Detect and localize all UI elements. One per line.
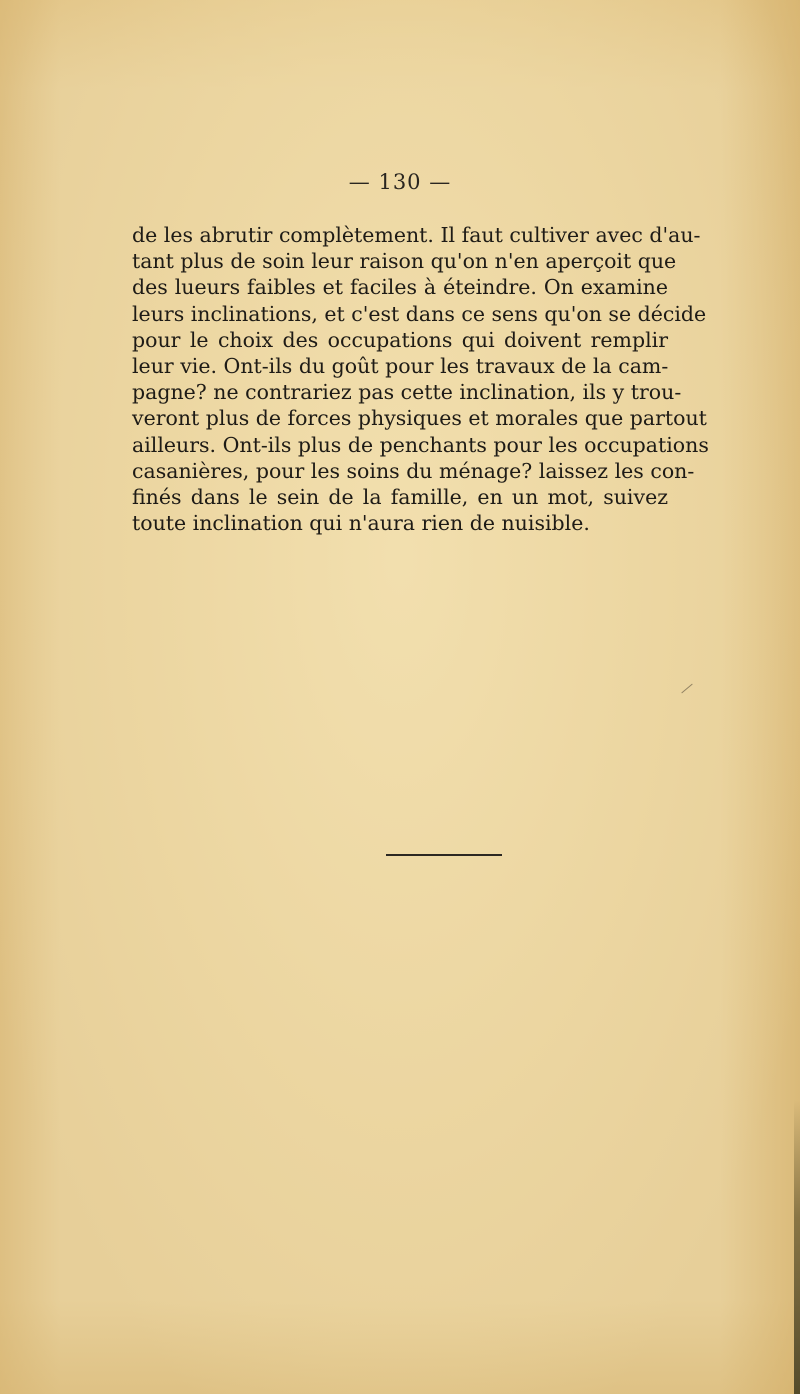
paper-speck: [681, 684, 692, 694]
text-line: toute inclination qui n'aura rien de nuisible.: [132, 511, 590, 536]
text-line: des lueurs faibles et faciles à éteindre. On examine: [132, 275, 668, 300]
text-line: tant plus de soin leur raison qu'on n'en aperçoit que: [132, 249, 677, 274]
page-edge-stain: [794, 1100, 800, 1394]
text-line: ailleurs. Ont-ils plus de penchants pour les occupations: [132, 432, 709, 457]
text-line: leur vie. Ont-ils du goût pour les travaux de la cam-: [132, 353, 669, 378]
text-line: de les abrutir complètement. Il faut cultiver avec d'au-: [132, 223, 701, 247]
body-paragraph: [132, 222, 709, 536]
text-line: leurs inclinations, et c'est dans ce sens qu'on se décide: [132, 301, 707, 326]
text-line: pagne? ne contrariez pas cette inclination, ils y trou-: [132, 380, 682, 405]
text-line: finés dans le sein de la famille, en un mot, suivez: [132, 484, 668, 509]
text-line: casanières, pour les soins du ménage? laissez les con-: [132, 458, 695, 483]
text-line: veront plus de forces physiques et morales que partout: [132, 406, 707, 431]
text-line: pour le choix des occupations qui doivent remplir: [132, 327, 668, 352]
page-number: — 130 —: [348, 170, 452, 194]
section-divider: [386, 854, 502, 856]
